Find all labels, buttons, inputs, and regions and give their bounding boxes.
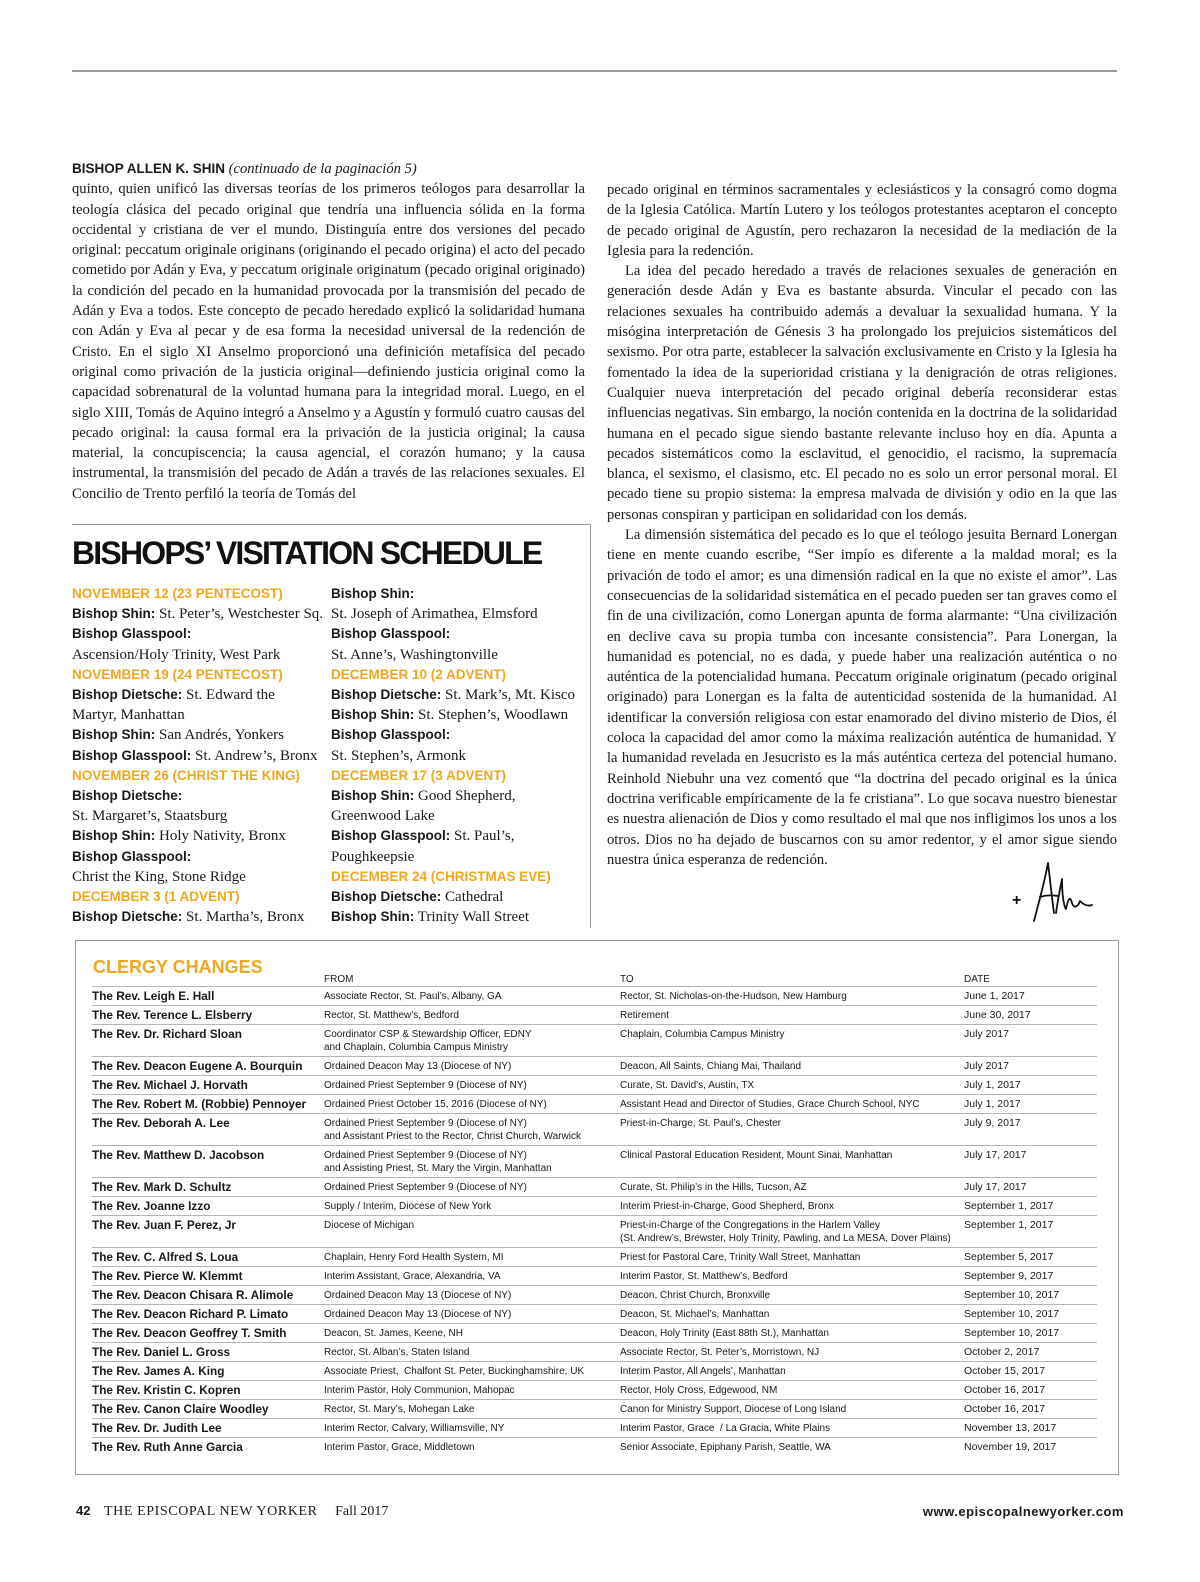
schedule-parish: Ascension/Holy Trinity, West Park: [72, 646, 281, 663]
article-right-column: [607, 180, 1117, 870]
schedule-bishop: Bishop Glasspool:: [72, 848, 192, 864]
header-from: FROM: [324, 974, 354, 985]
schedule-line: [72, 847, 324, 867]
clergy-date: October 16, 2017: [964, 1384, 1046, 1396]
schedule-parish: St. Mark’s, Mt. Kisco: [441, 687, 576, 704]
schedule-parish: St. Andrew’s, Bronx: [191, 747, 318, 764]
clergy-date: November 13, 2017: [964, 1422, 1057, 1434]
clergy-name: The Rev. Deborah A. Lee: [92, 1116, 230, 1130]
clergy-changes: [75, 940, 1119, 1475]
table-row: [92, 1380, 1097, 1399]
schedule-bishop: Bishop Shin:: [72, 727, 156, 743]
schedule-line: [72, 826, 324, 846]
clergy-name: The Rev. Robert M. (Robbie) Pennoyer: [92, 1097, 307, 1111]
clergy-date: September 5, 2017: [964, 1251, 1054, 1263]
schedule-bishop: Bishop Glasspool:: [331, 727, 451, 743]
schedule-line: [72, 725, 324, 745]
schedule-line: [331, 766, 587, 786]
schedule-parish: St. Stephen’s, Woodlawn: [414, 707, 569, 724]
issue-label: Fall 2017: [335, 1504, 389, 1519]
schedule-column-2: [331, 584, 587, 927]
schedule-parish: Greenwood Lake: [331, 808, 435, 825]
clergy-to: Senior Associate, Epiphany Parish, Seattle, WA: [620, 1442, 831, 1453]
clergy-name: The Rev. Terence L. Elsberry: [92, 1008, 253, 1022]
clergy-name: The Rev. C. Alfred S. Loua: [92, 1250, 239, 1264]
table-row: [92, 1304, 1097, 1323]
clergy-to: Priest-in-Charge of the Congregations in the Harlem Valley (St. Andrew’s, Brewster, Holy Trinity, Pawling, and La MESA, Dover Plains): [620, 1220, 951, 1244]
schedule-bishop: Bishop Shin:: [331, 788, 415, 804]
svg-text:+: +: [1012, 892, 1022, 909]
schedule-line: [72, 907, 324, 927]
schedule-line: [331, 725, 587, 745]
schedule-bishop: Bishop Dietsche:: [331, 889, 442, 905]
clergy-from: Chaplain, Henry Ford Health System, MI: [324, 1252, 504, 1263]
clergy-date: July 2017: [964, 1028, 1009, 1040]
table-row: [92, 1113, 1097, 1145]
header-date: DATE: [964, 974, 990, 985]
article-left-text: quinto, quien unificó las diversas teorías de los primeros teólogos para desarrollar la teología clásica del pecado original que tendría una influencia sólida en la forma occidental y cristiana de ver el mundo. Distinguía entre dos versiones del pecado original: peccatum originale originans (originando el pecado origina) el acto del pecado cometido por Adán y Eva, y peccatum originale originatum (pecado original originado) la condición del pecado en la humanidad provocada por la transmisión del pecado de Adán y Eva a todos. Este concepto de pecado heredado explicó la solidaridad humana con Adán y Eva al pecar y de esa forma la necesidad universal de la redención de Cristo. En el siglo XI Anselmo proporcionó una definición metafísica del pecado original como privación de la justicia original—definiendo justicia original como la capacidad sobrenatural de la voluntad humana para la integridad moral. Luego, en el siglo XIII, Tomás de Aquino integró a Anselmo y a Agustín y formuló cuatro causas del pecado original: la causa formal era la privación de la justicia original; la causa material, la concupiscencia; la causa agencial, el corazón humano; y la causa instrumental, la transmisión del pecado de Adán a través de las relaciones sexuales. El Concilio de Trento perfiló la teoría de Tomás del: [72, 181, 585, 502]
table-row: [92, 1247, 1097, 1266]
schedule-line: [331, 786, 587, 806]
clergy-from: Coordinator CSP & Stewardship Officer, EDNY and Chaplain, Columbia Campus Ministry: [324, 1029, 532, 1053]
schedule-line: [331, 645, 587, 665]
clergy-name: The Rev. Michael J. Horvath: [92, 1078, 248, 1092]
clergy-name: The Rev. Leigh E. Hall: [92, 989, 215, 1003]
clergy-to: Interim Pastor, St. Matthew’s, Bedford: [620, 1271, 788, 1282]
table-row: [92, 1418, 1097, 1437]
schedule-date: DECEMBER 24 (CHRISTMAS EVE): [331, 868, 551, 884]
clergy-changes-title: CLERGY CHANGES: [93, 957, 263, 977]
schedule-parish: Cathedral: [441, 889, 504, 906]
schedule-date: NOVEMBER 12 (23 PENTECOST): [72, 586, 283, 601]
schedule-parish: St. Martha’s, Bronx: [182, 909, 305, 926]
schedule-line: [331, 806, 587, 826]
schedule-bishop: Bishop Shin:: [72, 606, 156, 622]
schedule-date: DECEMBER 17 (3 ADVENT): [331, 767, 507, 783]
clergy-from: Associate Priest, Chalfont St. Peter, Buckinghamshire, UK: [324, 1366, 585, 1377]
clergy-name: The Rev. Pierce W. Klemmt: [92, 1269, 243, 1283]
schedule-parish: St. Margaret’s, Staatsburg: [72, 808, 228, 825]
clergy-to: Deacon, Christ Church, Bronxville: [620, 1290, 771, 1301]
table-row: [92, 1215, 1097, 1247]
clergy-name: The Rev. Juan F. Perez, Jr: [92, 1218, 237, 1232]
clergy-date: September 9, 2017: [964, 1270, 1054, 1282]
schedule-bishop: Bishop Dietsche:: [331, 687, 442, 703]
table-row: [92, 1323, 1097, 1342]
schedule-line: [72, 887, 324, 907]
clergy-name: The Rev. Deacon Richard P. Limato: [92, 1307, 289, 1321]
table-row: [92, 1266, 1097, 1285]
clergy-date: September 10, 2017: [964, 1308, 1060, 1320]
table-row: [92, 1177, 1097, 1196]
schedule-parish: St. Stephen’s, Armonk: [331, 747, 467, 764]
clergy-to: Associate Rector, St. Peter’s, Morristown, NJ: [620, 1347, 820, 1358]
schedule-line: [331, 604, 587, 624]
clergy-date: October 15, 2017: [964, 1365, 1046, 1377]
schedule-bishop: Bishop Glasspool:: [331, 828, 451, 844]
clergy-from: Interim Rector, Calvary, Williamsville, NY: [324, 1423, 505, 1434]
clergy-from: Interim Pastor, Holy Communion, Mahopac: [324, 1385, 515, 1396]
schedule-parish: Poughkeepsie: [331, 848, 415, 865]
schedule-line: [72, 705, 324, 725]
clergy-name: The Rev. Canon Claire Woodley: [92, 1402, 269, 1416]
article-paragraph-1: pecado original en términos sacramentales y eclesiásticos y la consagró como dogma de la Iglesia Católica. Martín Lutero y los teólogos protestantes aceptaron el concepto de pecado original de Agustín, pero rechazaron la necesidad de la mediación de la Iglesia para la redención.: [607, 182, 1117, 259]
schedule-column-1: [72, 584, 324, 927]
signature: [1012, 855, 1102, 925]
clergy-from: Ordained Priest September 9 (Diocese of NY): [324, 1182, 527, 1193]
visitation-schedule: [72, 524, 591, 928]
article-continuation: (continuado de la paginación 5): [228, 161, 417, 177]
schedule-date: NOVEMBER 19 (24 PENTECOST): [72, 666, 283, 682]
clergy-name: The Rev. Dr. Judith Lee: [92, 1421, 222, 1435]
schedule-bishop: Bishop Glasspool:: [72, 626, 192, 642]
schedule-bishop: Bishop Glasspool:: [331, 626, 451, 642]
table-row: [92, 1094, 1097, 1113]
clergy-name: The Rev. Kristin C. Kopren: [92, 1383, 241, 1397]
clergy-from: Ordained Priest September 9 (Diocese of NY): [324, 1080, 527, 1091]
schedule-title: BISHOPS’ VISITATION SCHEDULE: [72, 535, 542, 571]
table-row: [92, 1005, 1097, 1024]
clergy-from: Rector, St. Alban’s, Staten Island: [324, 1347, 470, 1358]
schedule-line: [331, 624, 587, 644]
schedule-bishop: Bishop Glasspool:: [72, 747, 192, 763]
clergy-date: July 17, 2017: [964, 1149, 1027, 1161]
schedule-bishop: Bishop Dietsche:: [72, 687, 183, 703]
clergy-from: Diocese of Michigan: [324, 1220, 415, 1231]
clergy-date: July 9, 2017: [964, 1117, 1021, 1129]
clergy-to: Deacon, Holy Trinity (East 88th St.), Manhattan: [620, 1328, 829, 1339]
schedule-line: [72, 665, 324, 685]
publication-name: THE EPISCOPAL NEW YORKER: [103, 1504, 318, 1519]
schedule-line: [72, 867, 324, 887]
clergy-date: July 2017: [964, 1060, 1009, 1072]
clergy-date: July 1, 2017: [964, 1079, 1021, 1091]
schedule-bishop: Bishop Dietsche:: [72, 788, 183, 804]
clergy-name: The Rev. Joanne Izzo: [92, 1199, 211, 1213]
clergy-to: Priest for Pastoral Care, Trinity Wall Street, Manhattan: [620, 1252, 861, 1263]
clergy-to: Retirement: [620, 1010, 669, 1021]
clergy-date: September 1, 2017: [964, 1200, 1054, 1212]
schedule-line: [331, 705, 587, 725]
schedule-line: [72, 746, 324, 766]
clergy-name: The Rev. Deacon Eugene A. Bourquin: [92, 1059, 303, 1073]
clergy-date: September 10, 2017: [964, 1327, 1060, 1339]
footer: [76, 1503, 388, 1520]
schedule-parish: St. Edward the: [182, 687, 275, 704]
clergy-from: Ordained Priest September 9 (Diocese of NY) and Assistant Priest to the Rector, Christ Church, Warwick: [324, 1118, 581, 1142]
table-row: [92, 1196, 1097, 1215]
clergy-to: Canon for Ministry Support, Diocese of Long Island: [620, 1404, 847, 1415]
clergy-name: The Rev. Matthew D. Jacobson: [92, 1148, 265, 1162]
clergy-name: The Rev. Ruth Anne Garcia: [92, 1440, 243, 1454]
schedule-parish: Christ the King, Stone Ridge: [72, 868, 246, 885]
clergy-date: June 1, 2017: [964, 990, 1025, 1002]
schedule-parish: St. Joseph of Arimathea, Elmsford: [331, 606, 538, 623]
schedule-parish: San Andrés, Yonkers: [155, 727, 285, 744]
table-row: [92, 1056, 1097, 1075]
schedule-date: NOVEMBER 26 (CHRIST THE KING): [72, 767, 301, 783]
schedule-line: [72, 604, 324, 624]
clergy-to: Assistant Head and Director of Studies, Grace Church School, NYC: [620, 1099, 920, 1110]
clergy-date: July 17, 2017: [964, 1181, 1027, 1193]
schedule-line: [72, 624, 324, 644]
schedule-bishop: Bishop Shin:: [331, 586, 415, 601]
clergy-from: Rector, St. Matthew’s, Bedford: [324, 1010, 459, 1021]
clergy-to: Deacon, All Saints, Chiang Mai, Thailand: [620, 1061, 802, 1072]
clergy-to: Clinical Pastoral Education Resident, Mount Sinai, Manhattan: [620, 1150, 893, 1161]
schedule-line: [72, 806, 324, 826]
table-row: [92, 1399, 1097, 1418]
clergy-from: Interim Pastor, Grace, Middletown: [324, 1442, 475, 1453]
table-row: [92, 1342, 1097, 1361]
schedule-bishop: Bishop Shin:: [331, 909, 415, 925]
clergy-date: September 1, 2017: [964, 1219, 1054, 1231]
table-row: [92, 1361, 1097, 1380]
schedule-line: [331, 584, 587, 604]
schedule-parish: Martyr, Manhattan: [72, 707, 185, 724]
clergy-from: Deacon, St. James, Keene, NH: [324, 1328, 463, 1339]
page-number: 42: [76, 1503, 91, 1518]
schedule-date: DECEMBER 10 (2 ADVENT): [331, 666, 507, 682]
clergy-to: Curate, St. Philip’s in the Hills, Tucson, AZ: [620, 1182, 807, 1193]
clergy-name: The Rev. Deacon Chisara R. Alimole: [92, 1288, 294, 1302]
table-row: [92, 1437, 1097, 1456]
schedule-parish: Trinity Wall Street: [414, 909, 530, 926]
top-rule: [72, 70, 1117, 72]
schedule-parish: St. Peter’s, Westchester Sq.: [155, 606, 324, 623]
clergy-from: Ordained Priest October 15, 2016 (Diocese of NY): [324, 1099, 547, 1110]
schedule-bishop: Bishop Shin:: [331, 707, 415, 723]
clergy-name: The Rev. James A. King: [92, 1364, 225, 1378]
table-row: [92, 1285, 1097, 1304]
header-to: TO: [620, 974, 634, 985]
clergy-date: July 1, 2017: [964, 1098, 1021, 1110]
schedule-line: [72, 645, 324, 665]
article-paragraph-2: La idea del pecado heredado a través de relaciones sexuales de generación en generación desde Adán y Eva es bastante absurda. Vincular el pecado con las relaciones sexuales ha contribuido además a devaluar la sexualidad humana. Y la misógina interpretación de Génesis 3 ha prolongado los prejuicios sistemáticos del sexismo. Por otra parte, establecer la salvación exclusivamente en Cristo y la Iglesia ha fomentado la idea de la superioridad cristiana y la denigración de otras religiones. Cualquier nueva interpretación del pecado original debería reconsiderar estas influencias negativas. Sin embargo, la noción contenida en la doctrina de la solidaridad humana en el pecado sigue siendo bastante relevante incluso hoy en día. Apunta a pecados sistemáticos como la esclavitud, el genocidio, el racismo, la supremacía blanca, el sexismo, el clasismo, etc. El pecado no es solo un error personal moral. El pecado tiene su propio sistema: la empresa malvada de división y odio en la que las personas conspiran y participan en solidaridad con los demás.: [607, 263, 1117, 523]
schedule-bishop: Bishop Dietsche:: [72, 909, 183, 925]
article-left-column: [72, 159, 585, 504]
clergy-name: The Rev. Daniel L. Gross: [92, 1345, 231, 1359]
clergy-to: Deacon, St. Michael’s, Manhattan: [620, 1309, 770, 1320]
clergy-date: June 30, 2017: [964, 1009, 1031, 1021]
schedule-line: [331, 847, 587, 867]
website-link[interactable]: www.episcopalnewyorker.com: [922, 1504, 1124, 1519]
clergy-to: Rector, Holy Cross, Edgewood, NM: [620, 1385, 778, 1396]
clergy-date: September 10, 2017: [964, 1289, 1060, 1301]
schedule-parish: St. Anne’s, Washingtonville: [331, 646, 498, 663]
schedule-line: [331, 887, 587, 907]
schedule-line: [331, 907, 587, 927]
schedule-line: [331, 826, 587, 846]
schedule-bishop: Bishop Shin:: [72, 828, 156, 844]
article-byline: BISHOP ALLEN K. SHIN: [72, 161, 226, 176]
clergy-to: Chaplain, Columbia Campus Ministry: [620, 1029, 785, 1040]
clergy-from: Associate Rector, St. Paul’s, Albany, GA: [324, 991, 502, 1002]
clergy-to: Curate, St. David’s, Austin, TX: [620, 1080, 755, 1091]
clergy-table: [92, 986, 1097, 1456]
schedule-line: [72, 786, 324, 806]
clergy-date: October 16, 2017: [964, 1403, 1046, 1415]
table-row: [92, 1075, 1097, 1094]
clergy-date: November 19, 2017: [964, 1441, 1057, 1453]
table-row: [92, 1024, 1097, 1056]
clergy-from: Rector, St. Mary’s, Mohegan Lake: [324, 1404, 475, 1415]
schedule-line: [331, 665, 587, 685]
clergy-to: Rector, St. Nicholas-on-the-Hudson, New Hamburg: [620, 991, 847, 1002]
table-row: [92, 986, 1097, 1005]
schedule-parish: St. Paul’s,: [450, 828, 515, 845]
clergy-name: The Rev. Mark D. Schultz: [92, 1180, 232, 1194]
clergy-from: Ordained Deacon May 13 (Diocese of NY): [324, 1309, 512, 1320]
clergy-to: Priest-in-Charge, St. Paul’s, Chester: [620, 1118, 781, 1129]
clergy-from: Supply / Interim, Diocese of New York: [324, 1201, 492, 1212]
article-paragraph-3: La dimensión sistemática del pecado es lo que el teólogo jesuita Bernard Lonergan tiene en mente cuando escribe, “Ser impío es diferente a la maldad moral; es la privación de todo el amor; es una dimensión radical en la que no existe el amor”. Las consecuencias de la solidaridad sistemática en el pecado pueden ser tan graves como el fin de una civilización, como Lonergan apunta de forma alarmante: “Una civilización en declive cava su propia tumba con incesante consistencia”. Para Lonergan, la humanidad es potencial, no es dada, y puede haber una realización auténtica o no auténtica de la potencialidad humana. Peccatum originale originatum (pecado original originado) para Lonergan es la falta de autenticidad sostenida de la humanidad. Al identificar la conversión religiosa con estar enamorado del divino misterio de Dios, él coloca la capacidad del amor como la máxima realización auténtica de humanidad. Y la humanidad revelada en Jesucristo es la más auténtica certeza del potencial humano. Reinhold Niebuhr una vez comentó que “la doctrina del pecado original es la única doctrina verificable empíricamente de la fe cristiana”. Lo que socava nuestro bienestar es nuestra alienación de Dios y como resultado el mal que nos infligimos los unos a los otros. Dios no ha dejado de buscarnos con su amor redentor, y el amor sigue siendo nuestra única esperanza de redención.: [607, 527, 1117, 868]
schedule-line: [72, 584, 324, 604]
clergy-name: The Rev. Deacon Geoffrey T. Smith: [92, 1326, 287, 1340]
schedule-line: [72, 685, 324, 705]
clergy-to: Interim Priest-in-Charge, Good Shepherd, Bronx: [620, 1201, 834, 1212]
clergy-from: Interim Assistant, Grace, Alexandria, VA: [324, 1271, 501, 1282]
clergy-name: The Rev. Dr. Richard Sloan: [92, 1027, 242, 1041]
schedule-line: [331, 746, 587, 766]
schedule-line: [331, 685, 587, 705]
schedule-line: [72, 766, 324, 786]
table-row: [92, 1145, 1097, 1177]
clergy-date: October 2, 2017: [964, 1346, 1040, 1358]
schedule-date: DECEMBER 3 (1 ADVENT): [72, 889, 240, 905]
clergy-from: Ordained Deacon May 13 (Diocese of NY): [324, 1061, 512, 1072]
clergy-from: Ordained Priest September 9 (Diocese of NY) and Assisting Priest, St. Mary the Virgin, Manhattan: [324, 1150, 552, 1174]
clergy-to: Interim Pastor, Grace / La Gracia, White Plains: [620, 1423, 831, 1434]
clergy-from: Ordained Deacon May 13 (Diocese of NY): [324, 1290, 512, 1301]
schedule-line: [331, 867, 587, 887]
schedule-parish: Holy Nativity, Bronx: [155, 828, 286, 845]
schedule-parish: Good Shepherd,: [414, 788, 516, 805]
clergy-to: Interim Pastor, All Angels’, Manhattan: [620, 1366, 786, 1377]
